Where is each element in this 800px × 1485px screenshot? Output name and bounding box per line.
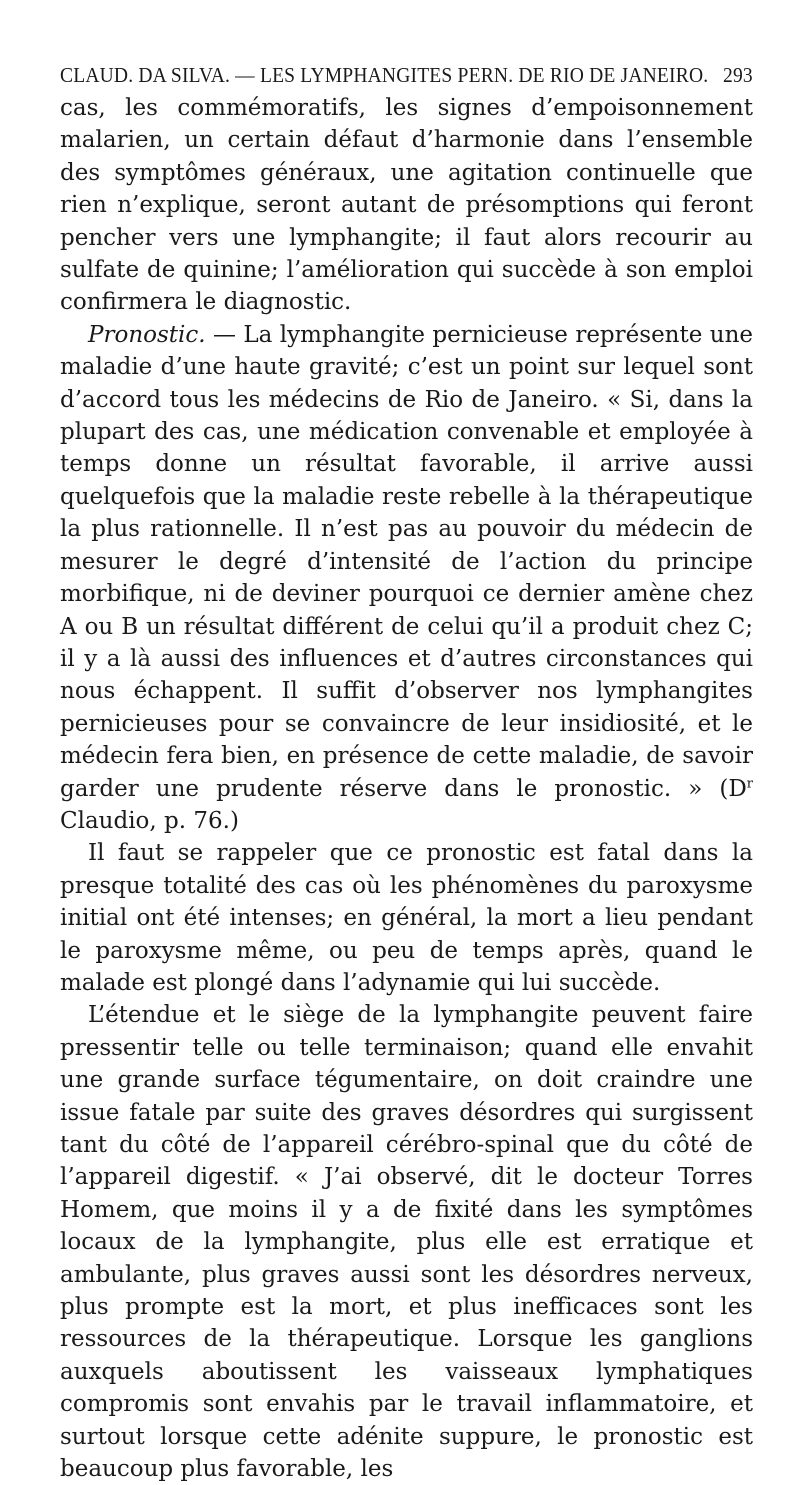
superscript: r (746, 775, 753, 791)
body-text (60, 92, 753, 1485)
running-header (60, 58, 753, 92)
page-number: 293 (722, 63, 753, 87)
paragraph-text: Il faut se rappeler que ce pronostic est fatal dans la presque totalité des cas où les phénomènes du paroxysme initial ont été intenses; en général, la mort a lieu pendant le paroxysme même, ou peu de temps après, quand le malade est plongé dans l’adynamie qui lui succède. (60, 840, 753, 996)
section-run-in-heading: Pronostic. (88, 321, 206, 348)
paragraph-text: cas, les commémoratifs, les signes d’empoisonnement malarien, un certain défaut d’harmonie dans l’ensemble des symptômes généraux, une agitation continuelle que rien n’explique, seront autant de présomptions qui feront pencher vers une lymphangite; il faut alors recourir au sulfate de quinine; l’amélioration qui succède à son emploi confirmera le diagnostic. (60, 95, 753, 316)
running-title: CLAUD. DA SILVA. — LES LYMPHANGITES PERN. DE RIO DE JANEIRO. (60, 63, 709, 87)
paragraph-text-tail: Claudio, p. 76.) (60, 807, 239, 834)
paragraph-text: — La lymphangite pernicieuse représente une maladie d’une haute gravité; c’est un point sur lequel sont d’accord tous les médecins de Rio de Janeiro. « Si, dans la plupart des cas, une médication convenable et employée à temps donne un résultat favorable, il arrive aussi quelquefois que la maladie reste rebelle à la thérapeutique la plus rationnelle. Il n’est pas au pouvoir du médecin de mesurer le degré d’intensité de l’action du principe morbifique, ni de deviner pourquoi ce dernier amène chez A ou B un résultat différent de celui qu’il a produit chez C; il y a là aussi des influences et d’autres circonstances qui nous échappent. Il suffit d’observer nos lymphangites pernicieuses pour se convaincre de leur insidiosité, et le médecin fera bien, en présence de cette maladie, de savoir garder une prudente réserve dans le pronostic. » (D (60, 321, 753, 802)
paragraph-pronostic (60, 319, 753, 838)
page (60, 58, 753, 1485)
paragraph (60, 837, 753, 999)
paragraph-text: L’étendue et le siège de la lymphangite peuvent faire pressentir telle ou telle terminaison; quand elle envahit une grande surface tégumentaire, on doit craindre une issue fatale par suite des graves désordres qui surgissent tant du côté de l’appareil cérébro-spinal que du côté de l’appareil digestif. « J’ai observé, dit le docteur Torres Homem, que moins il y a de fixité dans les symptômes locaux de la lymphangite, plus elle est erratique et ambulante, plus graves aussi sont les désordres nerveux, plus prompte est la mort, et plus inefficaces sont les ressources de la thérapeutique. Lorsque les ganglions auxquels aboutissent les vaisseaux lymphatiques compromis sont envahis par le travail inflammatoire, et surtout lorsque cette adénite suppure, le pronostic est beaucoup plus favorable, les (60, 1002, 753, 1483)
paragraph (60, 999, 753, 1485)
paragraph-continuation (60, 92, 753, 319)
